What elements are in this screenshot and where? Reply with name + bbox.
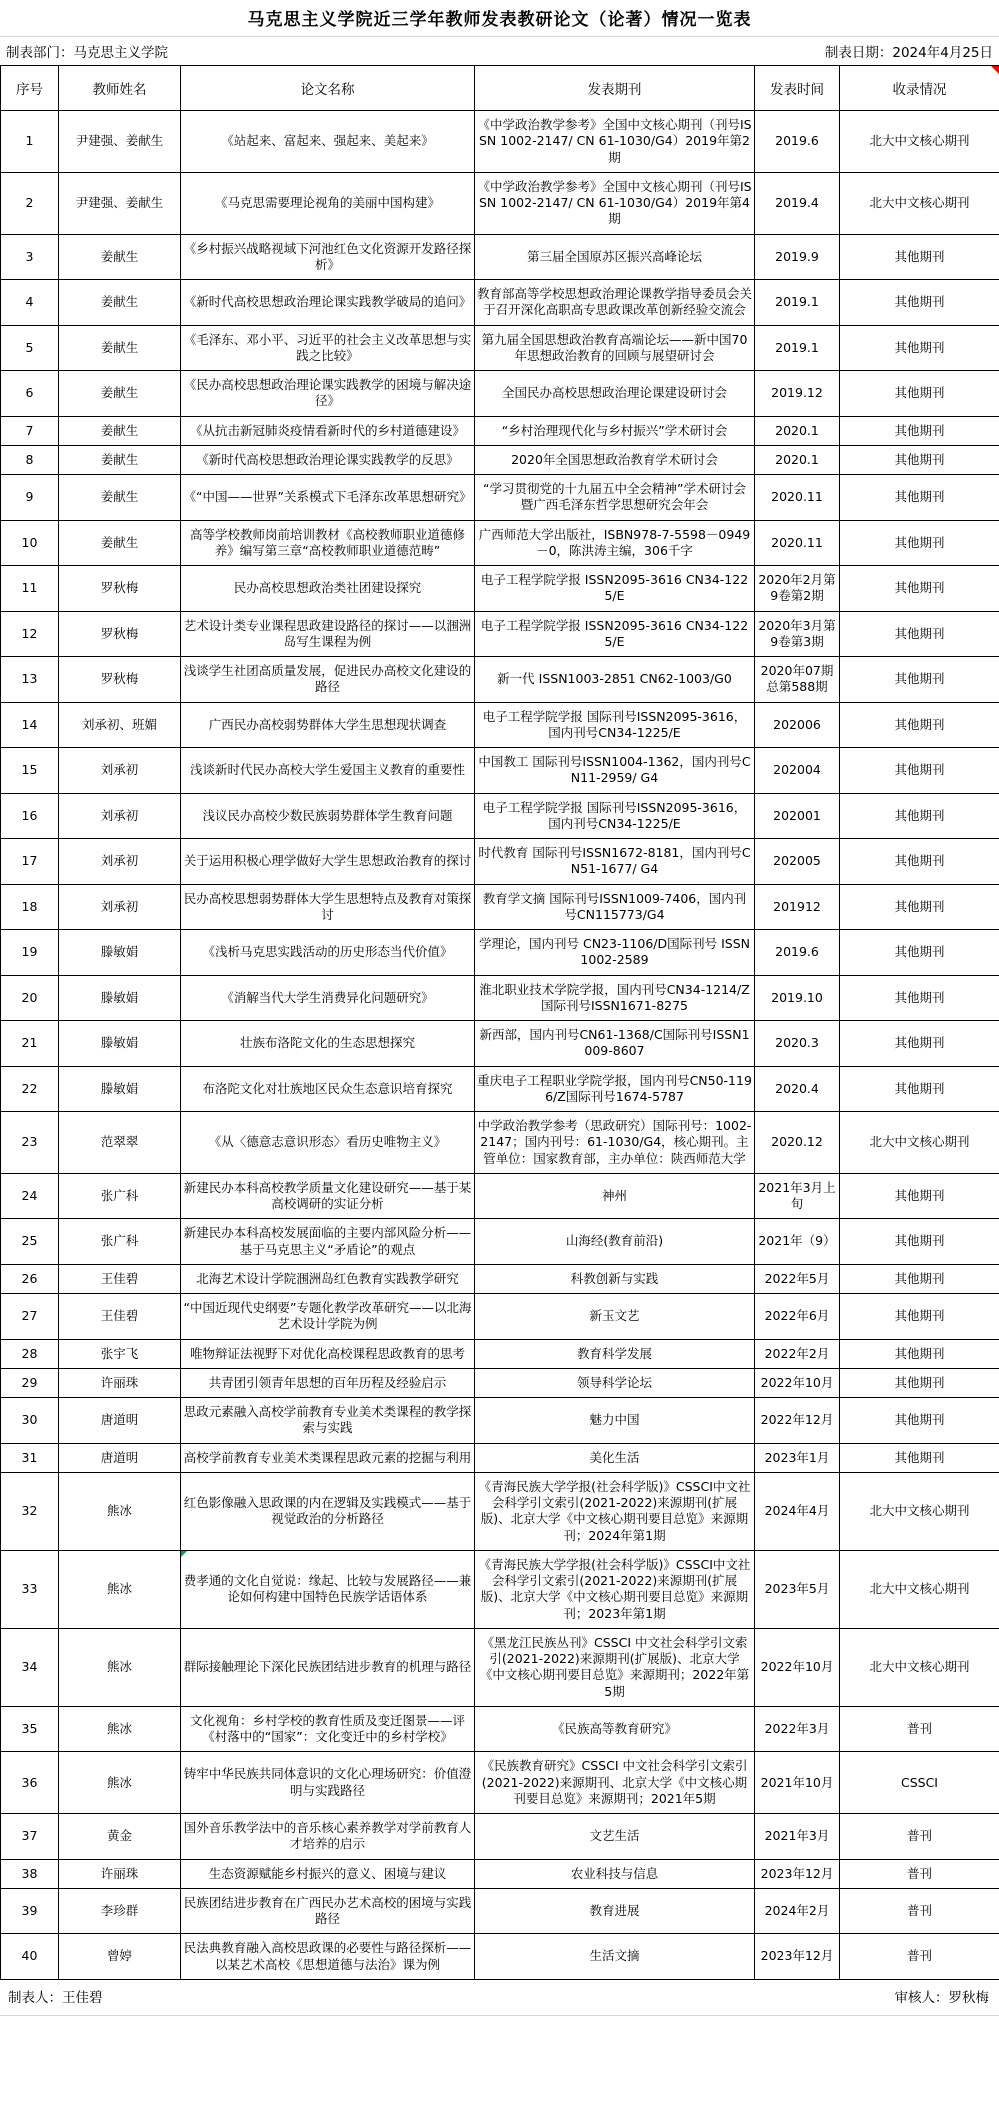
- cell-teacher: 滕敏娟: [59, 1021, 181, 1067]
- cell-teacher: 范翠翠: [59, 1112, 181, 1174]
- cell-no: 24: [1, 1173, 59, 1219]
- cell-time: 2020.12: [755, 1112, 840, 1174]
- cell-teacher: 刘承初: [59, 884, 181, 930]
- cell-time: 2023年5月: [755, 1550, 840, 1628]
- cell-time: 2020年2月第9卷第2期: [755, 566, 840, 612]
- cell-teacher: 滕敏娟: [59, 930, 181, 976]
- date-label: 制表日期：2024年4月25日: [824, 45, 993, 61]
- header-status: [840, 66, 999, 111]
- cell-paper-title: 新建民办本科高校发展面临的主要内部风险分析——基于马克思主义“矛盾论”的观点: [181, 1219, 475, 1265]
- cell-paper-title: 《浅析马克思实践活动的历史形态当代价值》: [181, 930, 475, 976]
- cell-no: 25: [1, 1219, 59, 1265]
- cell-time: 2022年6月: [755, 1294, 840, 1340]
- cell-no: 36: [1, 1752, 59, 1814]
- cell-paper-title: 共青团引领青年思想的百年历程及经验启示: [181, 1368, 475, 1397]
- cell-status: 其他期刊: [840, 1398, 999, 1444]
- table-row: [1, 566, 999, 612]
- cell-no: 13: [1, 657, 59, 703]
- cell-journal: “乡村治理现代化与乡村振兴”学术研讨会: [475, 416, 755, 445]
- cell-journal: 淮北职业技术学院学报，国内刊号CN34-1214/Z国际刊号ISSN1671-8275: [475, 975, 755, 1021]
- cell-paper-title: 新建民办本科高校教学质量文化建设研究——基于某高校调研的实证分析: [181, 1173, 475, 1219]
- cell-time: 2021年10月: [755, 1752, 840, 1814]
- cell-no: 16: [1, 793, 59, 839]
- cell-journal: 新西部，国内刊号CN61-1368/C国际刊号ISSN1009-8607: [475, 1021, 755, 1067]
- table-row: [1, 371, 999, 417]
- table-row: [1, 1339, 999, 1368]
- table-row: [1, 1219, 999, 1265]
- table-row: [1, 325, 999, 371]
- cell-teacher: 罗秋梅: [59, 657, 181, 703]
- cell-time: 2020.1: [755, 416, 840, 445]
- cell-journal: 电子工程学院学报 ISSN2095-3616 CN34-1225/E: [475, 566, 755, 612]
- header-journal: 发表期刊: [475, 66, 755, 111]
- cell-journal: 领导科学论坛: [475, 1368, 755, 1397]
- table-row: [1, 1752, 999, 1814]
- cell-journal: 文艺生活: [475, 1814, 755, 1860]
- cell-teacher: 刘承初、班媚: [59, 702, 181, 748]
- cell-paper-title: 浅谈学生社团高质量发展，促进民办高校文化建设的路径: [181, 657, 475, 703]
- cell-no: 9: [1, 475, 59, 521]
- cell-paper-title: 《毛泽东、邓小平、习近平的社会主义改革思想与实践之比较》: [181, 325, 475, 371]
- cell-journal: 教育科学发展: [475, 1339, 755, 1368]
- cell-time: 2023年12月: [755, 1859, 840, 1888]
- cell-time: 2019.6: [755, 930, 840, 976]
- cell-paper-title: 高等学校教师岗前培训教材《高校教师职业道德修养》编写第三章“高校教师职业道德范畴”: [181, 520, 475, 566]
- cell-teacher: 许丽珠: [59, 1368, 181, 1397]
- cell-no: 6: [1, 371, 59, 417]
- cell-no: 27: [1, 1294, 59, 1340]
- cell-no: 3: [1, 234, 59, 280]
- cell-time: 2020.11: [755, 520, 840, 566]
- table-row: [1, 1368, 999, 1397]
- cell-no: 18: [1, 884, 59, 930]
- cell-journal: 新一代 ISSN1003-2851 CN62-1003/G0: [475, 657, 755, 703]
- cell-paper-title: 群际接触理论下深化民族团结进步教育的机理与路径: [181, 1628, 475, 1706]
- header-teacher: 教师姓名: [59, 66, 181, 111]
- table-row: [1, 172, 999, 234]
- cell-time: 2023年12月: [755, 1934, 840, 1980]
- cell-paper-title: 唯物辩证法视野下对优化高校课程思政教育的思考: [181, 1339, 475, 1368]
- cell-time: 2024年4月: [755, 1472, 840, 1550]
- cell-teacher: 姜献生: [59, 416, 181, 445]
- cell-status: 其他期刊: [840, 475, 999, 521]
- cell-paper-title: 关于运用积极心理学做好大学生思想政治教育的探讨: [181, 839, 475, 885]
- cell-teacher: 张广科: [59, 1173, 181, 1219]
- cell-journal: 电子工程学院学报 ISSN2095-3616 CN34-1225/E: [475, 611, 755, 657]
- cell-teacher: 尹建强、姜献生: [59, 172, 181, 234]
- table-row: [1, 657, 999, 703]
- table-row: [1, 416, 999, 445]
- cell-paper-title: 思政元素融入高校学前教育专业美术类课程的教学探索与实践: [181, 1398, 475, 1444]
- cell-status: 其他期刊: [840, 1294, 999, 1340]
- cell-teacher: 熊冰: [59, 1752, 181, 1814]
- cell-paper-title: 高校学前教育专业美术类课程思政元素的挖掘与利用: [181, 1443, 475, 1472]
- table-row: [1, 748, 999, 794]
- table-row: [1, 520, 999, 566]
- cell-paper-title: 民族团结进步教育在广西民办艺术高校的困境与实践路径: [181, 1888, 475, 1934]
- cell-status: 其他期刊: [840, 325, 999, 371]
- header-row: [1, 66, 999, 111]
- cell-teacher: 许丽珠: [59, 1859, 181, 1888]
- page-title: 马克思主义学院近三学年教师发表教研论文（论著）情况一览表: [0, 0, 999, 37]
- table-row: [1, 1472, 999, 1550]
- cell-teacher: 李珍群: [59, 1888, 181, 1934]
- cell-no: 4: [1, 280, 59, 326]
- cell-time: 2019.6: [755, 111, 840, 173]
- cell-journal: 《民族教育研究》CSSCI 中文社会科学引文索引(2021-2022)来源期刊、北京大学《中文核心期刊要目总览》来源期刊；2021年5期: [475, 1752, 755, 1814]
- cell-teacher: 唐道明: [59, 1443, 181, 1472]
- cell-status: 普刊: [840, 1888, 999, 1934]
- cell-time: 2022年10月: [755, 1628, 840, 1706]
- cell-status: 其他期刊: [840, 793, 999, 839]
- cell-paper-title: 《从〈德意志意识形态〉看历史唯物主义》: [181, 1112, 475, 1174]
- cell-no: 12: [1, 611, 59, 657]
- cell-no: 11: [1, 566, 59, 612]
- cell-journal: “学习贯彻党的十九届五中全会精神”学术研讨会暨广西毛泽东哲学思想研究会年会: [475, 475, 755, 521]
- cell-status: 普刊: [840, 1706, 999, 1752]
- cell-paper-title: 生态资源赋能乡村振兴的意义、困境与建议: [181, 1859, 475, 1888]
- header-status-label: 收录情况: [892, 82, 947, 98]
- cell-status: 其他期刊: [840, 975, 999, 1021]
- cell-no: 20: [1, 975, 59, 1021]
- cell-teacher: 刘承初: [59, 748, 181, 794]
- cell-paper-title: 民办高校思想政治类社团建设探究: [181, 566, 475, 612]
- cell-paper-title: 布洛陀文化对壮族地区民众生态意识培育探究: [181, 1066, 475, 1112]
- table-row: [1, 1264, 999, 1293]
- cell-time: 2022年10月: [755, 1368, 840, 1397]
- cell-time: 2022年2月: [755, 1339, 840, 1368]
- table-row: [1, 1706, 999, 1752]
- cell-status: 其他期刊: [840, 1066, 999, 1112]
- cell-status: 其他期刊: [840, 839, 999, 885]
- table-row: [1, 1550, 999, 1628]
- cell-time: 2023年1月: [755, 1443, 840, 1472]
- cell-time: 2019.12: [755, 371, 840, 417]
- cell-journal: 《青海民族大学学报(社会科学版)》CSSCI中文社会科学引文索引(2021-2022)来源期刊(扩展版)、北京大学《中文核心期刊要目总览》来源期刊；2024年第1期: [475, 1472, 755, 1550]
- table-row: [1, 793, 999, 839]
- cell-no: 26: [1, 1264, 59, 1293]
- cell-paper-title: 艺术设计类专业课程思政建设路径的探讨——以涠洲岛写生课程为例: [181, 611, 475, 657]
- table-row: [1, 1443, 999, 1472]
- table-row: [1, 930, 999, 976]
- cell-teacher: 王佳碧: [59, 1264, 181, 1293]
- cell-time: 2019.1: [755, 325, 840, 371]
- cell-no: 22: [1, 1066, 59, 1112]
- header-time: 发表时间: [755, 66, 840, 111]
- cell-journal: 教育进展: [475, 1888, 755, 1934]
- cell-journal: 《中学政治教学参考》全国中文核心期刊（刊号ISSN 1002-2147/ CN 61-1030/G4）2019年第4期: [475, 172, 755, 234]
- cell-status: 其他期刊: [840, 445, 999, 474]
- cell-status: 其他期刊: [840, 280, 999, 326]
- cell-no: 8: [1, 445, 59, 474]
- cell-teacher: 熊冰: [59, 1628, 181, 1706]
- table-row: [1, 1294, 999, 1340]
- cell-journal: 《黑龙江民族丛刊》CSSCI 中文社会科学引文索引(2021-2022)来源期刊(扩展版)、北京大学《中文核心期刊要目总览》来源期刊；2022年第5期: [475, 1628, 755, 1706]
- cell-status: CSSCI: [840, 1752, 999, 1814]
- cell-time: 202004: [755, 748, 840, 794]
- table-row: [1, 234, 999, 280]
- cell-time: 2019.9: [755, 234, 840, 280]
- table-row: [1, 1112, 999, 1174]
- cell-status: 其他期刊: [840, 1021, 999, 1067]
- table-row: [1, 702, 999, 748]
- cell-no: 1: [1, 111, 59, 173]
- cell-journal: 《民族高等教育研究》: [475, 1706, 755, 1752]
- table-row: [1, 280, 999, 326]
- cell-paper-title: 民办高校思想弱势群体大学生思想特点及教育对策探讨: [181, 884, 475, 930]
- table-row: [1, 111, 999, 173]
- cell-teacher: 刘承初: [59, 839, 181, 885]
- cell-paper-title: 民法典教育融入高校思政课的必要性与路径探析——以某艺术高校《思想道德与法治》课为例: [181, 1934, 475, 1980]
- cell-journal: 中国教工 国际刊号ISSN1004-1362，国内刊号CN11-2959/ G4: [475, 748, 755, 794]
- cell-teacher: 熊冰: [59, 1550, 181, 1628]
- cell-time: 2024年2月: [755, 1888, 840, 1934]
- cell-journal: 中学政治教学参考（思政研究）国际刊号：1002-2147；国内刊号：61-1030/G4，核心期刊。主管单位：国家教育部，主办单位：陕西师范大学: [475, 1112, 755, 1174]
- cell-teacher: 姜献生: [59, 234, 181, 280]
- table-row: [1, 1934, 999, 1980]
- cell-time: 2019.4: [755, 172, 840, 234]
- cell-paper-title: 《消解当代大学生消费异化问题研究》: [181, 975, 475, 1021]
- table-row: [1, 1859, 999, 1888]
- cell-time: 2020.1: [755, 445, 840, 474]
- cell-teacher: 姜献生: [59, 325, 181, 371]
- cell-no: 33: [1, 1550, 59, 1628]
- publications-table: [0, 65, 999, 1980]
- cell-journal: 学理论，国内刊号 CN23-1106/D国际刊号 ISSN 1002-2589: [475, 930, 755, 976]
- cell-time: 2022年12月: [755, 1398, 840, 1444]
- cell-journal: 重庆电子工程职业学院学报，国内刊号CN50-1196/Z国际刊号1674-5787: [475, 1066, 755, 1112]
- cell-no: 39: [1, 1888, 59, 1934]
- table-body: [1, 111, 999, 1980]
- cell-teacher: 黄金: [59, 1814, 181, 1860]
- cell-time: 2019.1: [755, 280, 840, 326]
- cell-paper-title: 文化视角：乡村学校的教育性质及变迁图景——评《村落中的“国家”：文化变迁中的乡村学校》: [181, 1706, 475, 1752]
- cell-journal: 时代教育 国际刊号ISSN1672-8181，国内刊号CN51-1677/ G4: [475, 839, 755, 885]
- cell-teacher: 姜献生: [59, 445, 181, 474]
- cell-status: 其他期刊: [840, 884, 999, 930]
- cell-no: 7: [1, 416, 59, 445]
- table-row: [1, 1398, 999, 1444]
- cell-status: 北大中文核心期刊: [840, 1628, 999, 1706]
- cell-time: 2020.4: [755, 1066, 840, 1112]
- cell-paper-title: 国外音乐教学法中的音乐核心素养教学对学前教育人才培养的启示: [181, 1814, 475, 1860]
- cell-paper-title: 《马克思需要理论视角的美丽中国构建》: [181, 172, 475, 234]
- cell-time: 2021年3月: [755, 1814, 840, 1860]
- cell-time: 202005: [755, 839, 840, 885]
- cell-paper-title: 《“中国——世界”关系模式下毛泽东改革思想研究》: [181, 475, 475, 521]
- cell-status: 其他期刊: [840, 657, 999, 703]
- cell-journal: 第九届全国思想政治教育高端论坛——新中国70年思想政治教育的回顾与展望研讨会: [475, 325, 755, 371]
- cell-time: 201912: [755, 884, 840, 930]
- cell-status: 北大中文核心期刊: [840, 111, 999, 173]
- cell-journal: 神州: [475, 1173, 755, 1219]
- cell-teacher: 姜献生: [59, 280, 181, 326]
- cell-no: 17: [1, 839, 59, 885]
- cell-status: 普刊: [840, 1814, 999, 1860]
- table-row: [1, 611, 999, 657]
- cell-journal: 第三届全国原苏区振兴高峰论坛: [475, 234, 755, 280]
- dept-label: 制表部门：马克思主义学院: [6, 45, 168, 61]
- cell-time: 202006: [755, 702, 840, 748]
- cell-teacher: 熊冰: [59, 1472, 181, 1550]
- cell-status: 北大中文核心期刊: [840, 172, 999, 234]
- cell-status: 其他期刊: [840, 1443, 999, 1472]
- cell-paper-title: 浅议民办高校少数民族弱势群体学生教育问题: [181, 793, 475, 839]
- cell-status: 其他期刊: [840, 1219, 999, 1265]
- cell-time: 2020.11: [755, 475, 840, 521]
- cell-journal: 教育部高等学校思想政治理论课教学指导委员会关于召开深化高职高专思政课改革创新经验交流会: [475, 280, 755, 326]
- cell-no: 15: [1, 748, 59, 794]
- cell-journal: 电子工程学院学报 国际刊号ISSN2095-3616，国内刊号CN34-1225/E: [475, 793, 755, 839]
- cell-no: 34: [1, 1628, 59, 1706]
- cell-journal: 新玉文艺: [475, 1294, 755, 1340]
- cell-status: 其他期刊: [840, 702, 999, 748]
- cell-status: 其他期刊: [840, 1368, 999, 1397]
- cell-paper-title: “中国近现代史纲要”专题化教学改革研究——以北海艺术设计学院为例: [181, 1294, 475, 1340]
- cell-teacher: 滕敏娟: [59, 1066, 181, 1112]
- cell-no: 37: [1, 1814, 59, 1860]
- cell-time: 2021年（9）: [755, 1219, 840, 1265]
- cell-status: 其他期刊: [840, 748, 999, 794]
- cell-status: 普刊: [840, 1934, 999, 1980]
- cell-paper-title: 《从抗击新冠肺炎疫情看新时代的乡村道德建设》: [181, 416, 475, 445]
- cell-time: 2022年3月: [755, 1706, 840, 1752]
- cell-teacher: 尹建强、姜献生: [59, 111, 181, 173]
- cell-no: 40: [1, 1934, 59, 1980]
- cell-no: 32: [1, 1472, 59, 1550]
- cell-no: 19: [1, 930, 59, 976]
- cell-status: 普刊: [840, 1859, 999, 1888]
- cell-no: 5: [1, 325, 59, 371]
- cell-paper-title: 广西民办高校弱势群体大学生思想现状调查: [181, 702, 475, 748]
- header-no: 序号: [1, 66, 59, 111]
- table-row: [1, 475, 999, 521]
- cell-status: 其他期刊: [840, 611, 999, 657]
- cell-teacher: 张宇飞: [59, 1339, 181, 1368]
- cell-no: 30: [1, 1398, 59, 1444]
- cell-journal: 山海经(教育前沿): [475, 1219, 755, 1265]
- table-row: [1, 445, 999, 474]
- cell-journal: 科教创新与实践: [475, 1264, 755, 1293]
- reviewer-label: 审核人：罗秋梅: [894, 1989, 989, 2006]
- cell-status: 其他期刊: [840, 371, 999, 417]
- footer-row: [0, 1980, 999, 2016]
- cell-time: 202001: [755, 793, 840, 839]
- cell-no: 31: [1, 1443, 59, 1472]
- cell-teacher: 姜献生: [59, 475, 181, 521]
- cell-journal: 全国民办高校思想政治理论课建设研讨会: [475, 371, 755, 417]
- meta-row: [0, 37, 999, 65]
- cell-status: 其他期刊: [840, 234, 999, 280]
- cell-paper-title: 《站起来、富起来、强起来、美起来》: [181, 111, 475, 173]
- table-row: [1, 884, 999, 930]
- header-paper-title: 论文名称: [181, 66, 475, 111]
- cell-paper-title: 《新时代高校思想政治理论课实践教学破局的追问》: [181, 280, 475, 326]
- cell-journal: 美化生活: [475, 1443, 755, 1472]
- table-row: [1, 839, 999, 885]
- cell-journal: 广西师范大学出版社，ISBN978-7-5598－0949－0，陈洪涛主编，306千字: [475, 520, 755, 566]
- cell-teacher: 罗秋梅: [59, 611, 181, 657]
- cell-journal: 教育学文摘 国际刊号ISSN1009-7406，国内刊号CN115773/G4: [475, 884, 755, 930]
- cell-teacher: 罗秋梅: [59, 566, 181, 612]
- cell-status: 其他期刊: [840, 416, 999, 445]
- cell-paper-title: 红色影像融入思政课的内在逻辑及实践模式——基于视觉政治的分析路径: [181, 1472, 475, 1550]
- cell-time: 2020.3: [755, 1021, 840, 1067]
- cell-time: 2021年3月上旬: [755, 1173, 840, 1219]
- table-row: [1, 1628, 999, 1706]
- cell-error-marker-icon: [181, 1551, 187, 1557]
- cell-paper-title: 《乡村振兴战略视域下河池红色文化资源开发路径探析》: [181, 234, 475, 280]
- cell-no: 38: [1, 1859, 59, 1888]
- cell-status: 其他期刊: [840, 566, 999, 612]
- table-row: [1, 1021, 999, 1067]
- cell-journal: 《青海民族大学学报(社会科学版)》CSSCI中文社会科学引文索引(2021-2022)来源期刊(扩展版)、北京大学《中文核心期刊要目总览》来源期刊；2023年第1期: [475, 1550, 755, 1628]
- cell-teacher: 姜献生: [59, 520, 181, 566]
- cell-journal: 魅力中国: [475, 1398, 755, 1444]
- cell-teacher: 张广科: [59, 1219, 181, 1265]
- cell-paper-title: 壮族布洛陀文化的生态思想探究: [181, 1021, 475, 1067]
- cell-no: 10: [1, 520, 59, 566]
- cell-status: 其他期刊: [840, 1173, 999, 1219]
- cell-teacher: 熊冰: [59, 1706, 181, 1752]
- cell-teacher: 刘承初: [59, 793, 181, 839]
- cell-time: 2020年3月第9卷第3期: [755, 611, 840, 657]
- cell-no: 23: [1, 1112, 59, 1174]
- cell-time: 2019.10: [755, 975, 840, 1021]
- cell-journal: 生活文摘: [475, 1934, 755, 1980]
- cell-journal: 2020年全国思想政治教育学术研讨会: [475, 445, 755, 474]
- table-row: [1, 975, 999, 1021]
- cell-time: 2022年5月: [755, 1264, 840, 1293]
- cell-no: 2: [1, 172, 59, 234]
- cell-paper-title: 浅谈新时代民办高校大学生爱国主义教育的重要性: [181, 748, 475, 794]
- cell-journal: 《中学政治教学参考》全国中文核心期刊（刊号ISSN 1002-2147/ CN 61-1030/G4）2019年第2期: [475, 111, 755, 173]
- cell-journal: 电子工程学院学报 国际刊号ISSN2095-3616，国内刊号CN34-1225/E: [475, 702, 755, 748]
- cell-status: 北大中文核心期刊: [840, 1112, 999, 1174]
- cell-paper-title: 《民办高校思想政治理论课实践教学的困境与解决途径》: [181, 371, 475, 417]
- cell-status: 北大中文核心期刊: [840, 1472, 999, 1550]
- cell-no: 28: [1, 1339, 59, 1368]
- cell-status: 北大中文核心期刊: [840, 1550, 999, 1628]
- cell-paper-title: 北海艺术设计学院涠洲岛红色教育实践教学研究: [181, 1264, 475, 1293]
- cell-time: 2020年07期总第588期: [755, 657, 840, 703]
- cell-status: 其他期刊: [840, 930, 999, 976]
- cell-teacher: 滕敏娟: [59, 975, 181, 1021]
- cell-teacher: 王佳碧: [59, 1294, 181, 1340]
- cell-no: 14: [1, 702, 59, 748]
- cell-paper-title: 《新时代高校思想政治理论课实践教学的反思》: [181, 445, 475, 474]
- table-row: [1, 1888, 999, 1934]
- cell-teacher: 曾婷: [59, 1934, 181, 1980]
- cell-journal: 农业科技与信息: [475, 1859, 755, 1888]
- creator-label: 制表人：王佳碧: [8, 1989, 103, 2006]
- cell-status: 其他期刊: [840, 1339, 999, 1368]
- cell-paper-title: 费孝通的文化自觉说：缘起、比较与发展路径——兼论如何构建中国特色民族学话语体系: [181, 1550, 475, 1628]
- table-row: [1, 1066, 999, 1112]
- table-row: [1, 1814, 999, 1860]
- cell-no: 35: [1, 1706, 59, 1752]
- cell-status: 其他期刊: [840, 1264, 999, 1293]
- cell-teacher: 唐道明: [59, 1398, 181, 1444]
- cell-paper-title: 铸牢中华民族共同体意识的文化心理场研究：价值澄明与实践路径: [181, 1752, 475, 1814]
- cell-status: 其他期刊: [840, 520, 999, 566]
- table-row: [1, 1173, 999, 1219]
- cell-no: 29: [1, 1368, 59, 1397]
- comment-marker-icon: [991, 66, 999, 74]
- cell-teacher: 姜献生: [59, 371, 181, 417]
- cell-no: 21: [1, 1021, 59, 1067]
